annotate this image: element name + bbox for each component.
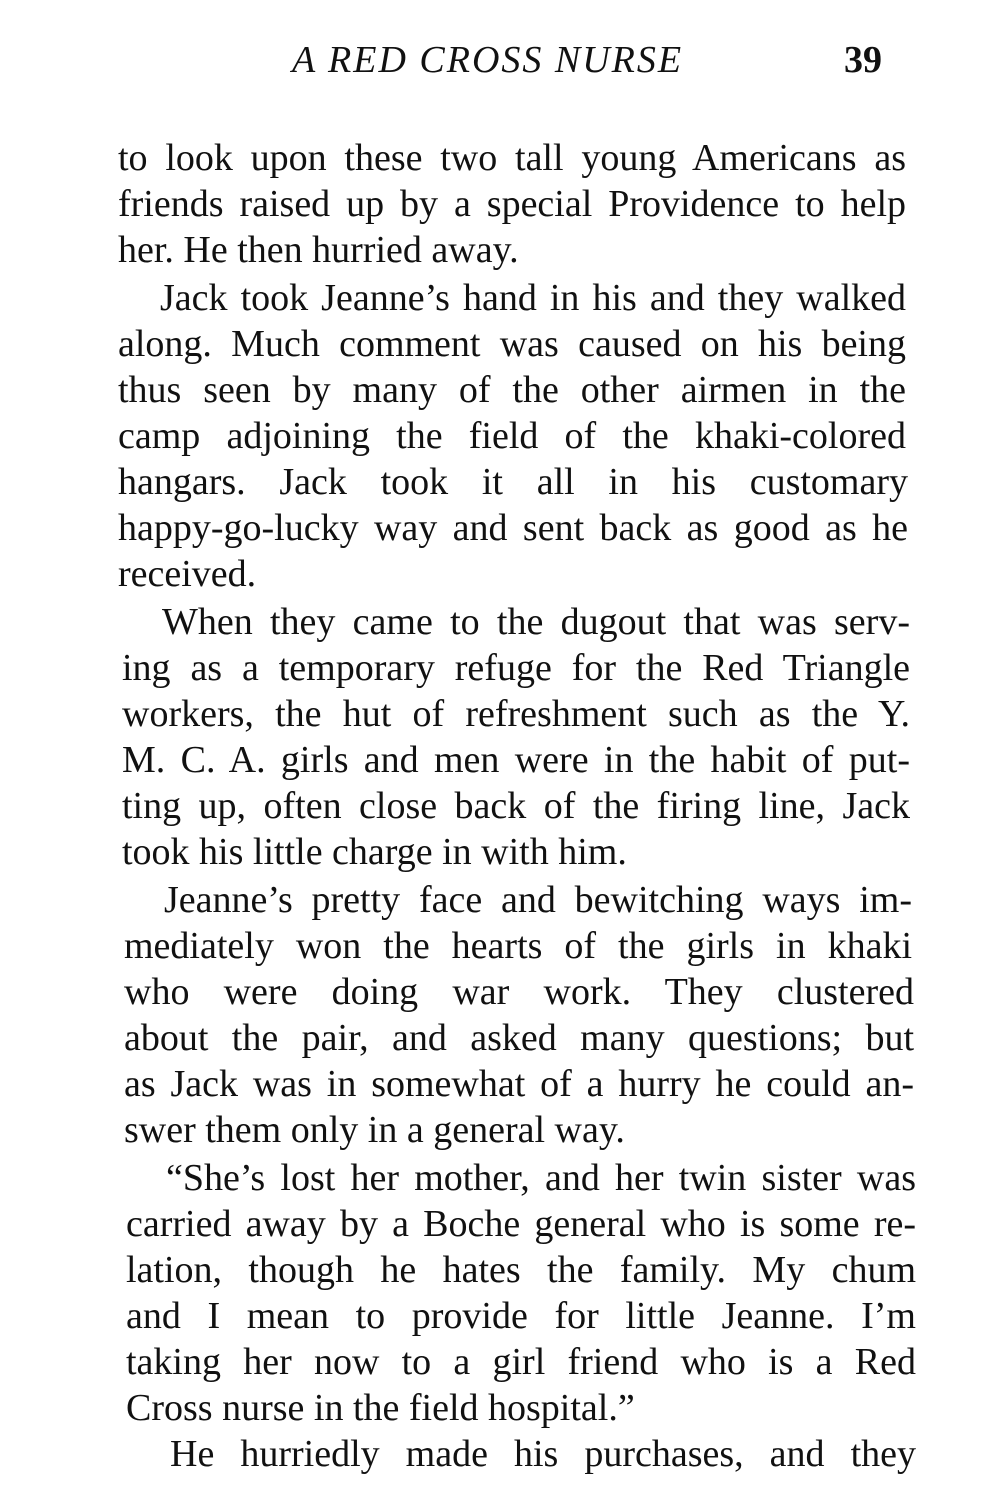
text-line: carried away by a Boche general who is some re- — [126, 1203, 916, 1245]
running-title: A RED CROSS NURSE — [292, 39, 684, 81]
text-line: taking her now to a girl friend who is a Red — [126, 1341, 916, 1383]
text-line: mediately won the hearts of the girls in khaki — [124, 925, 912, 967]
text-line: along. Much comment was caused on his being — [118, 323, 906, 365]
text-line: took his little charge in with him. — [122, 831, 627, 873]
text-line: hangars. Jack took it all in his customary — [118, 461, 908, 503]
text-line: received. — [118, 553, 257, 595]
text-line: about the pair, and asked many questions; but — [124, 1017, 914, 1059]
text-line: camp adjoining the field of the khaki-colored — [118, 415, 906, 457]
text-line: thus seen by many of the other airmen in the — [118, 369, 906, 411]
text-line: Jack took Jeanne’s hand in his and they walked — [160, 277, 906, 319]
text-line: M. C. A. girls and men were in the habit of put- — [122, 739, 910, 781]
text-line: Jeanne’s pretty face and bewitching ways im- — [164, 879, 912, 921]
text-line: happy-go-lucky way and sent back as good as he — [118, 507, 908, 549]
text-line: swer them only in a general way. — [124, 1109, 625, 1151]
text-line: workers, the hut of refreshment such as the Y. — [122, 693, 910, 735]
text-line: and I mean to provide for little Jeanne. I’m — [126, 1295, 916, 1337]
text-line: Cross nurse in the field hospital.” — [126, 1387, 635, 1429]
text-line: who were doing war work. They clustered — [124, 971, 914, 1013]
page-number: 39 — [844, 39, 882, 81]
text-line: He hurriedly made his purchases, and they — [170, 1433, 916, 1475]
text-line: ing as a temporary refuge for the Red Triangle — [122, 647, 910, 689]
text-line: friends raised up by a special Providence to help — [118, 183, 906, 225]
text-line: to look upon these two tall young Americans as — [118, 137, 906, 179]
text-line: When they came to the dugout that was serv- — [162, 601, 910, 643]
text-line: as Jack was in somewhat of a hurry he could an- — [124, 1063, 914, 1105]
text-line: her. He then hurried away. — [118, 229, 519, 271]
text-line: “She’s lost her mother, and her twin sister was — [166, 1157, 916, 1199]
text-line: lation, though he hates the family. My chum — [126, 1249, 916, 1291]
text-line: ting up, often close back of the firing line, Jack — [122, 785, 910, 827]
